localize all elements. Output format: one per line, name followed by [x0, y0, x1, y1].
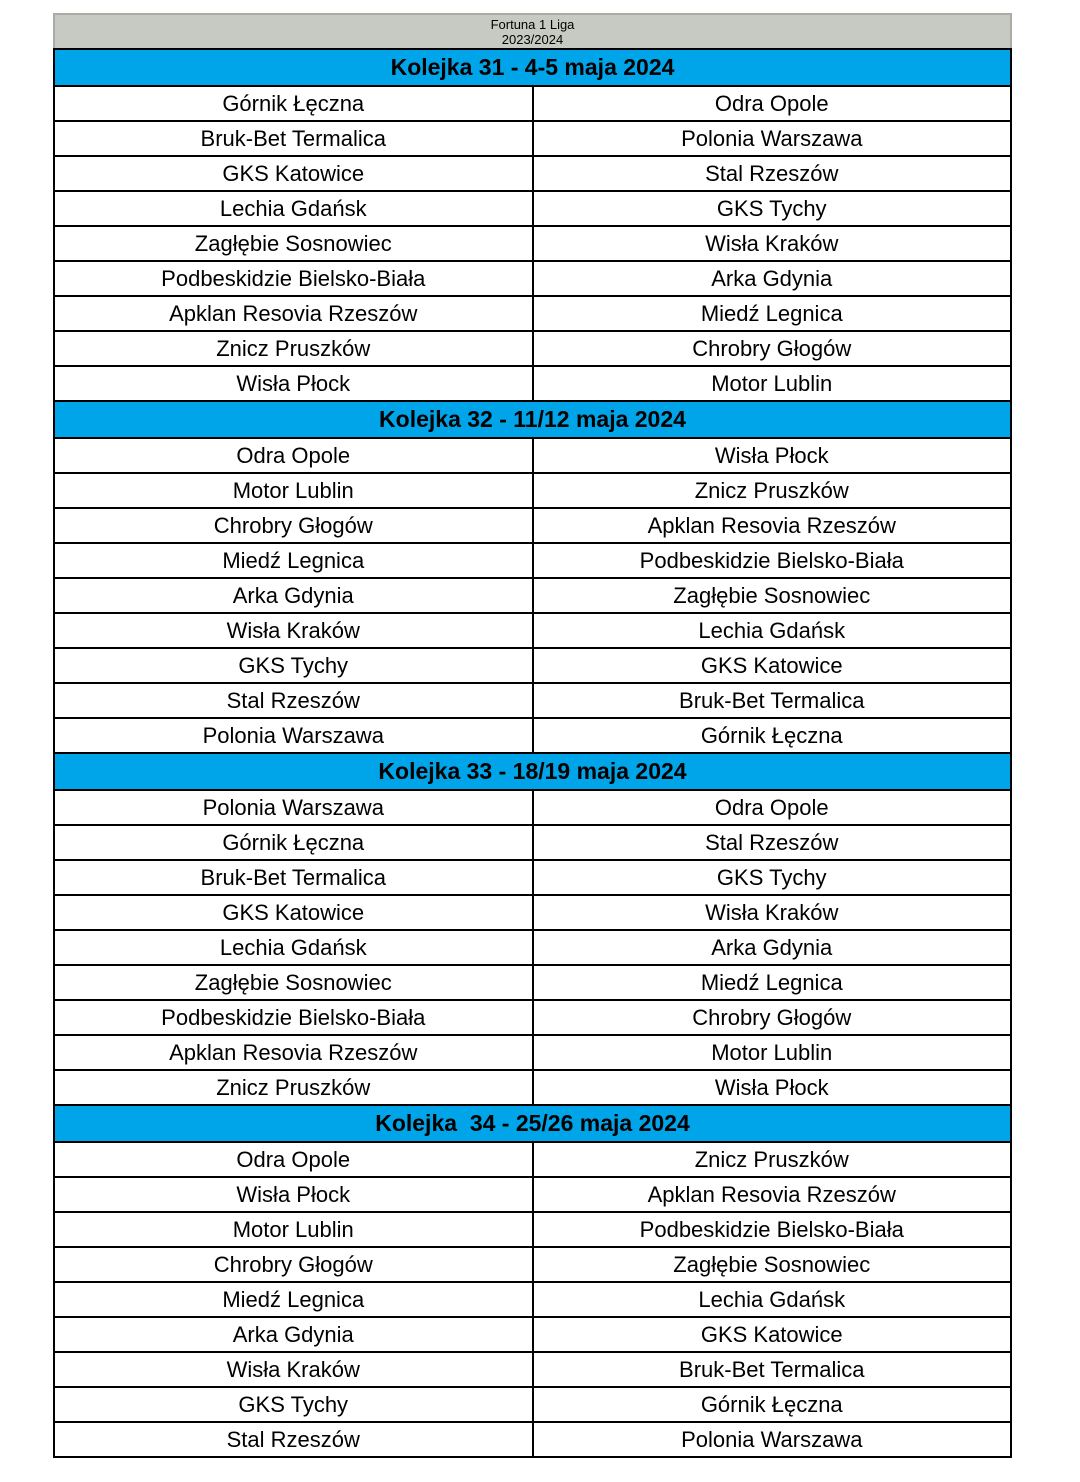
away-team-cell: Zagłębie Sosnowiec — [533, 578, 1012, 613]
home-team-cell: Apklan Resovia Rzeszów — [54, 1035, 533, 1070]
away-team-cell: Bruk-Bet Termalica — [533, 1352, 1012, 1387]
away-team-cell: Arka Gdynia — [533, 261, 1012, 296]
away-team-cell: Apklan Resovia Rzeszów — [533, 1177, 1012, 1212]
away-team-cell: Miedź Legnica — [533, 965, 1012, 1000]
season-label: 2023/2024 — [501, 32, 564, 47]
home-team-cell: GKS Katowice — [54, 156, 533, 191]
match-row — [54, 191, 1011, 226]
home-team-cell: Stal Rzeszów — [54, 1422, 533, 1457]
match-row — [54, 1000, 1011, 1035]
home-team-cell: Motor Lublin — [54, 1212, 533, 1247]
match-row — [54, 1282, 1011, 1317]
match-row — [54, 366, 1011, 401]
match-row — [54, 473, 1011, 508]
away-team-cell: Lechia Gdańsk — [533, 613, 1012, 648]
away-team-cell: Odra Opole — [533, 790, 1012, 825]
match-row — [54, 683, 1011, 718]
home-team-cell: Górnik Łęczna — [54, 825, 533, 860]
round-header-row — [54, 753, 1011, 790]
home-team-cell: Odra Opole — [54, 438, 533, 473]
away-team-cell: Arka Gdynia — [533, 930, 1012, 965]
match-row — [54, 261, 1011, 296]
away-team-cell: Wisła Kraków — [533, 226, 1012, 261]
away-team-cell: Wisła Kraków — [533, 895, 1012, 930]
match-row — [54, 648, 1011, 683]
home-team-cell: GKS Katowice — [54, 895, 533, 930]
match-row — [54, 1070, 1011, 1105]
away-team-cell: Podbeskidzie Bielsko-Biała — [533, 1212, 1012, 1247]
round-header: Kolejka 33 - 18/19 maja 2024 — [54, 753, 1011, 790]
away-team-cell: GKS Tychy — [533, 191, 1012, 226]
round-header: Kolejka 31 - 4-5 maja 2024 — [54, 49, 1011, 86]
match-row — [54, 1352, 1011, 1387]
away-team-cell: Podbeskidzie Bielsko-Biała — [533, 543, 1012, 578]
away-team-cell: Odra Opole — [533, 86, 1012, 121]
home-team-cell: Bruk-Bet Termalica — [54, 121, 533, 156]
home-team-cell: Lechia Gdańsk — [54, 930, 533, 965]
match-row — [54, 226, 1011, 261]
home-team-cell: GKS Tychy — [54, 648, 533, 683]
match-row — [54, 1177, 1011, 1212]
home-team-cell: Arka Gdynia — [54, 578, 533, 613]
away-team-cell: Chrobry Głogów — [533, 331, 1012, 366]
match-row — [54, 156, 1011, 191]
away-team-cell: GKS Katowice — [533, 648, 1012, 683]
home-team-cell: Podbeskidzie Bielsko-Biała — [54, 261, 533, 296]
home-team-cell: Górnik Łęczna — [54, 86, 533, 121]
home-team-cell: Odra Opole — [54, 1142, 533, 1177]
match-row — [54, 930, 1011, 965]
match-row — [54, 331, 1011, 366]
match-row — [54, 895, 1011, 930]
away-team-cell: Zagłębie Sosnowiec — [533, 1247, 1012, 1282]
match-row — [54, 613, 1011, 648]
home-team-cell: Chrobry Głogów — [54, 508, 533, 543]
match-row — [54, 1212, 1011, 1247]
round-header-row — [54, 401, 1011, 438]
home-team-cell: Miedź Legnica — [54, 1282, 533, 1317]
match-row — [54, 86, 1011, 121]
away-team-cell: GKS Katowice — [533, 1317, 1012, 1352]
round-header: Kolejka 32 - 11/12 maja 2024 — [54, 401, 1011, 438]
away-team-cell: Bruk-Bet Termalica — [533, 683, 1012, 718]
match-row — [54, 1035, 1011, 1070]
home-team-cell: Wisła Kraków — [54, 1352, 533, 1387]
home-team-cell: Arka Gdynia — [54, 1317, 533, 1352]
match-row — [54, 508, 1011, 543]
match-row — [54, 860, 1011, 895]
match-row — [54, 790, 1011, 825]
away-team-cell: Górnik Łęczna — [533, 1387, 1012, 1422]
home-team-cell: Podbeskidzie Bielsko-Biała — [54, 1000, 533, 1035]
away-team-cell: Miedź Legnica — [533, 296, 1012, 331]
home-team-cell: Chrobry Głogów — [54, 1247, 533, 1282]
home-team-cell: Motor Lublin — [54, 473, 533, 508]
home-team-cell: Miedź Legnica — [54, 543, 533, 578]
match-row — [54, 578, 1011, 613]
away-team-cell: Znicz Pruszków — [533, 1142, 1012, 1177]
match-row — [54, 543, 1011, 578]
away-team-cell: GKS Tychy — [533, 860, 1012, 895]
home-team-cell: Stal Rzeszów — [54, 683, 533, 718]
away-team-cell: Znicz Pruszków — [533, 473, 1012, 508]
match-row — [54, 1317, 1011, 1352]
home-team-cell: GKS Tychy — [54, 1387, 533, 1422]
match-row — [54, 965, 1011, 1000]
away-team-cell: Wisła Płock — [533, 1070, 1012, 1105]
away-team-cell: Górnik Łęczna — [533, 718, 1012, 753]
home-team-cell: Polonia Warszawa — [54, 718, 533, 753]
match-row — [54, 296, 1011, 331]
home-team-cell: Zagłębie Sosnowiec — [54, 965, 533, 1000]
match-row — [54, 1247, 1011, 1282]
round-header: Kolejka 34 - 25/26 maja 2024 — [54, 1105, 1011, 1142]
home-team-cell: Apklan Resovia Rzeszów — [54, 296, 533, 331]
league-title: Fortuna 1 Liga — [490, 17, 575, 32]
match-row — [54, 1422, 1011, 1457]
home-team-cell: Wisła Płock — [54, 366, 533, 401]
home-team-cell: Polonia Warszawa — [54, 790, 533, 825]
home-team-cell: Wisła Płock — [54, 1177, 533, 1212]
home-team-cell: Lechia Gdańsk — [54, 191, 533, 226]
home-team-cell: Znicz Pruszków — [54, 331, 533, 366]
match-row — [54, 1387, 1011, 1422]
away-team-cell: Polonia Warszawa — [533, 1422, 1012, 1457]
match-row — [54, 121, 1011, 156]
match-row — [54, 438, 1011, 473]
home-team-cell: Zagłębie Sosnowiec — [54, 226, 533, 261]
away-team-cell: Stal Rzeszów — [533, 825, 1012, 860]
home-team-cell: Znicz Pruszków — [54, 1070, 533, 1105]
away-team-cell: Lechia Gdańsk — [533, 1282, 1012, 1317]
away-team-cell: Apklan Resovia Rzeszów — [533, 508, 1012, 543]
home-team-cell: Bruk-Bet Termalica — [54, 860, 533, 895]
league-header — [53, 13, 1012, 48]
match-row — [54, 718, 1011, 753]
round-header-row — [54, 49, 1011, 86]
match-row — [54, 825, 1011, 860]
fixtures-sheet — [53, 13, 1012, 1458]
away-team-cell: Stal Rzeszów — [533, 156, 1012, 191]
fixtures-table — [53, 48, 1012, 1458]
round-header-row — [54, 1105, 1011, 1142]
away-team-cell: Chrobry Głogów — [533, 1000, 1012, 1035]
home-team-cell: Wisła Kraków — [54, 613, 533, 648]
away-team-cell: Motor Lublin — [533, 1035, 1012, 1070]
match-row — [54, 1142, 1011, 1177]
away-team-cell: Polonia Warszawa — [533, 121, 1012, 156]
away-team-cell: Wisła Płock — [533, 438, 1012, 473]
away-team-cell: Motor Lublin — [533, 366, 1012, 401]
